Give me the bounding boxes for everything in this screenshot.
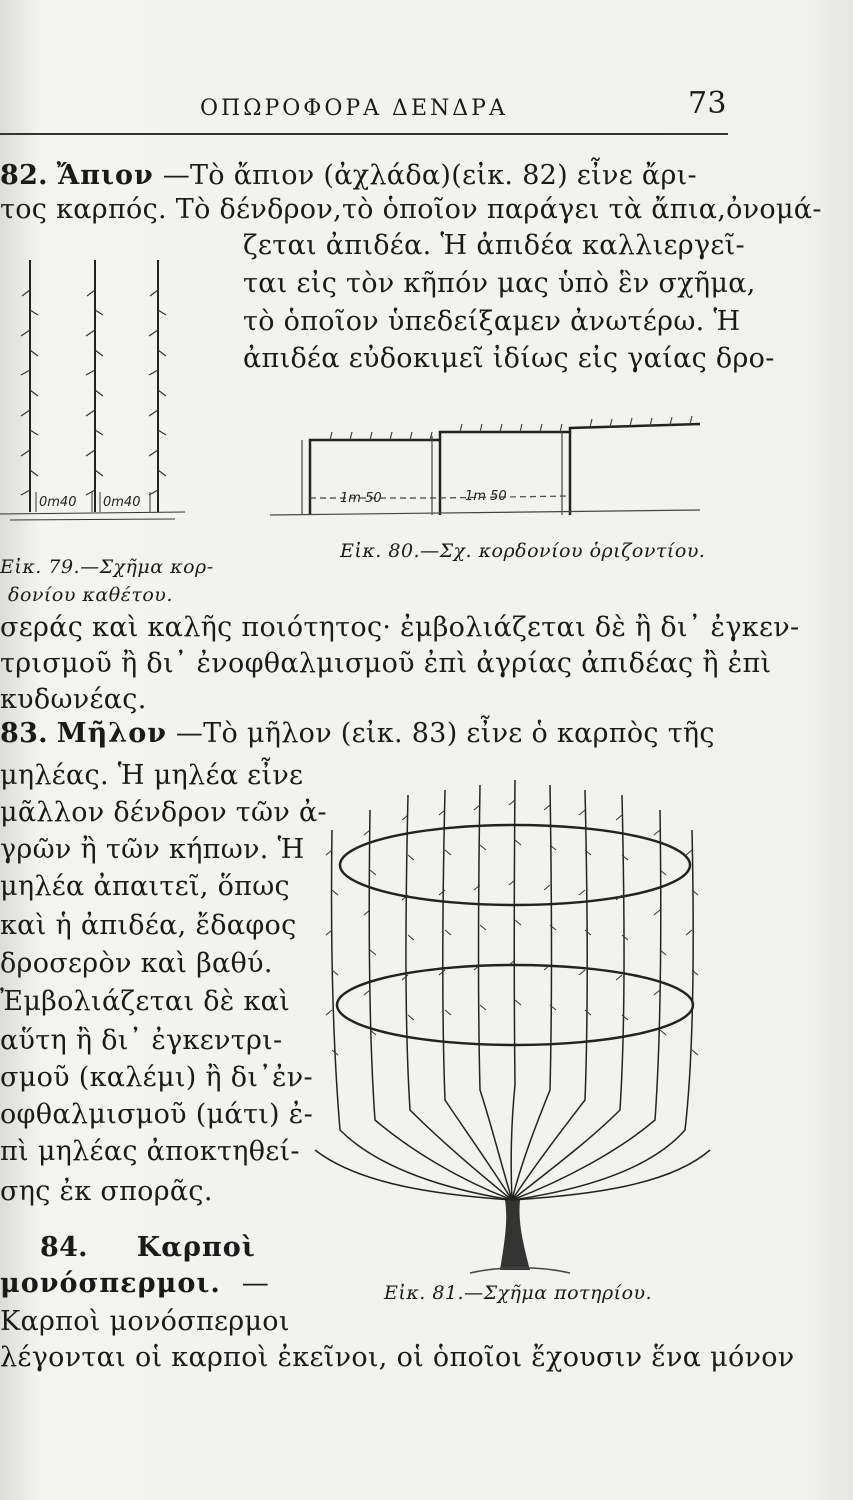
section-84-line: λέγονται οἱ καρποὶ ἐκεῖνοι, οἱ ὁποῖοι ἔχουσιν ἕνα μόνον <box>0 1342 795 1373</box>
section-84-heading-cont: μονόσπερμοι. <box>0 1268 221 1299</box>
section-83-line: δροσερὸν καὶ βαθύ. <box>0 948 273 979</box>
section-84-number: 84. <box>40 1232 88 1263</box>
section-82-line: ται εἰς τὸν κῆπόν μας ὑπὸ ἓν σχῆμα, <box>243 268 756 299</box>
section-83-number: 83. <box>0 718 48 749</box>
figure-80-label-right: 1m 50 <box>465 489 507 504</box>
figure-81-branches <box>315 780 710 1200</box>
figure-80-illustration <box>270 410 710 525</box>
section-83-line: μᾶλλον δένδρον τῶν ἀ- <box>0 797 327 828</box>
section-83-line: πὶ μηλέας ἀποκτηθεί- <box>0 1136 300 1167</box>
page-number: 73 <box>688 86 727 121</box>
section-82-line: τρισμοῦ ἢ δι᾽ ἐνοφθαλμισμοῦ ἐπὶ ἀγρίας ἀπιδέας ἢ ἐπὶ <box>0 648 772 679</box>
section-83-first-line <box>0 718 715 749</box>
section-82-line: τος καρπός. Τὸ δένδρον,τὸ ὁποῖον παράγει τὰ ἄπια,ὀνομά- <box>0 194 822 225</box>
figure-79-label-left: 0m40 <box>39 495 77 510</box>
section-82-heading: Ἄπιον <box>56 160 154 191</box>
section-83-line: γρῶν ἢ τῶν κήπων. Ἡ <box>0 834 305 865</box>
section-84-heading-line <box>0 1268 269 1299</box>
figure-80-caption: Εἰκ. 80.—Σχ. κορδονίου ὁριζοντίου. <box>340 540 706 562</box>
section-84-first-line <box>0 1232 256 1263</box>
section-83-line: οφθαλμισμοῦ (μάτι) ἐ- <box>0 1099 313 1130</box>
section-83-heading: Μῆλον <box>56 718 167 749</box>
section-83-line: μηλέα ἀπαιτεῖ, ὅπως <box>0 871 290 902</box>
section-84-heading: Καρποὶ <box>136 1232 256 1263</box>
header-rule <box>0 133 728 135</box>
section-84-line: Καρποὶ μονόσπερμοι <box>0 1306 290 1337</box>
section-82-line: σεράς καὶ καλῆς ποιότητος· ἐμβολιάζεται δὲ ἢ δι᾽ ἐγκεν- <box>0 612 800 643</box>
section-82-line: τὸ ὁποῖον ὑπεδείξαμεν ἀνωτέρω. Ἡ <box>243 306 741 337</box>
figure-79-caption-cont: δονίου καθέτου. <box>8 584 173 606</box>
section-83-line: μηλέας. Ἡ μηλέα εἶνε <box>0 760 304 791</box>
section-82-number: 82. <box>0 160 48 191</box>
section-82-text: —Τὸ ἄπιον (ἀχλάδα)(εἰκ. 82) εἶνε ἄρι- <box>162 160 697 191</box>
section-82-line: ζεται ἀπιδέα. Ἡ ἀπιδέα καλλιεργεῖ- <box>243 230 745 261</box>
section-83-line: καὶ ἡ ἀπιδέα, ἔδαφος <box>0 910 297 941</box>
section-83-line: σης ἐκ σπορᾶς. <box>0 1176 213 1207</box>
section-82-first-line <box>0 160 697 191</box>
figure-79-caption: Εἰκ. 79.—Σχῆμα κορ- <box>0 556 214 578</box>
figure-79-illustration <box>0 250 200 530</box>
section-84-dash: — <box>241 1268 269 1299</box>
figure-79-label-right: 0m40 <box>103 495 141 510</box>
section-83-line: Ἐμβολιάζεται δὲ καὶ <box>0 986 291 1017</box>
section-82-line: κυδωνέας. <box>0 684 147 715</box>
figure-80-label-left: 1m 50 <box>340 491 382 506</box>
figure-81-caption: Εἰκ. 81.—Σχῆμα ποτηρίου. <box>384 1282 653 1304</box>
section-83-text: —Τὸ μῆλον (εἰκ. 83) εἶνε ὁ καρπὸς τῆς <box>175 718 715 749</box>
running-title: ΟΠΩΡΟΦΟΡΑ ΔΕΝΔΡΑ <box>200 96 508 121</box>
section-83-line: σμοῦ (καλέμι) ἢ δι᾽ἐν- <box>0 1062 313 1093</box>
section-82-line: ἀπιδέα εὐδοκιμεῖ ἰδίως εἰς γαίας δρο- <box>243 343 775 374</box>
figure-81-illustration <box>300 770 720 1280</box>
section-83-line: αὕτη ἢ δι᾽ ἐγκεντρι- <box>0 1025 283 1056</box>
